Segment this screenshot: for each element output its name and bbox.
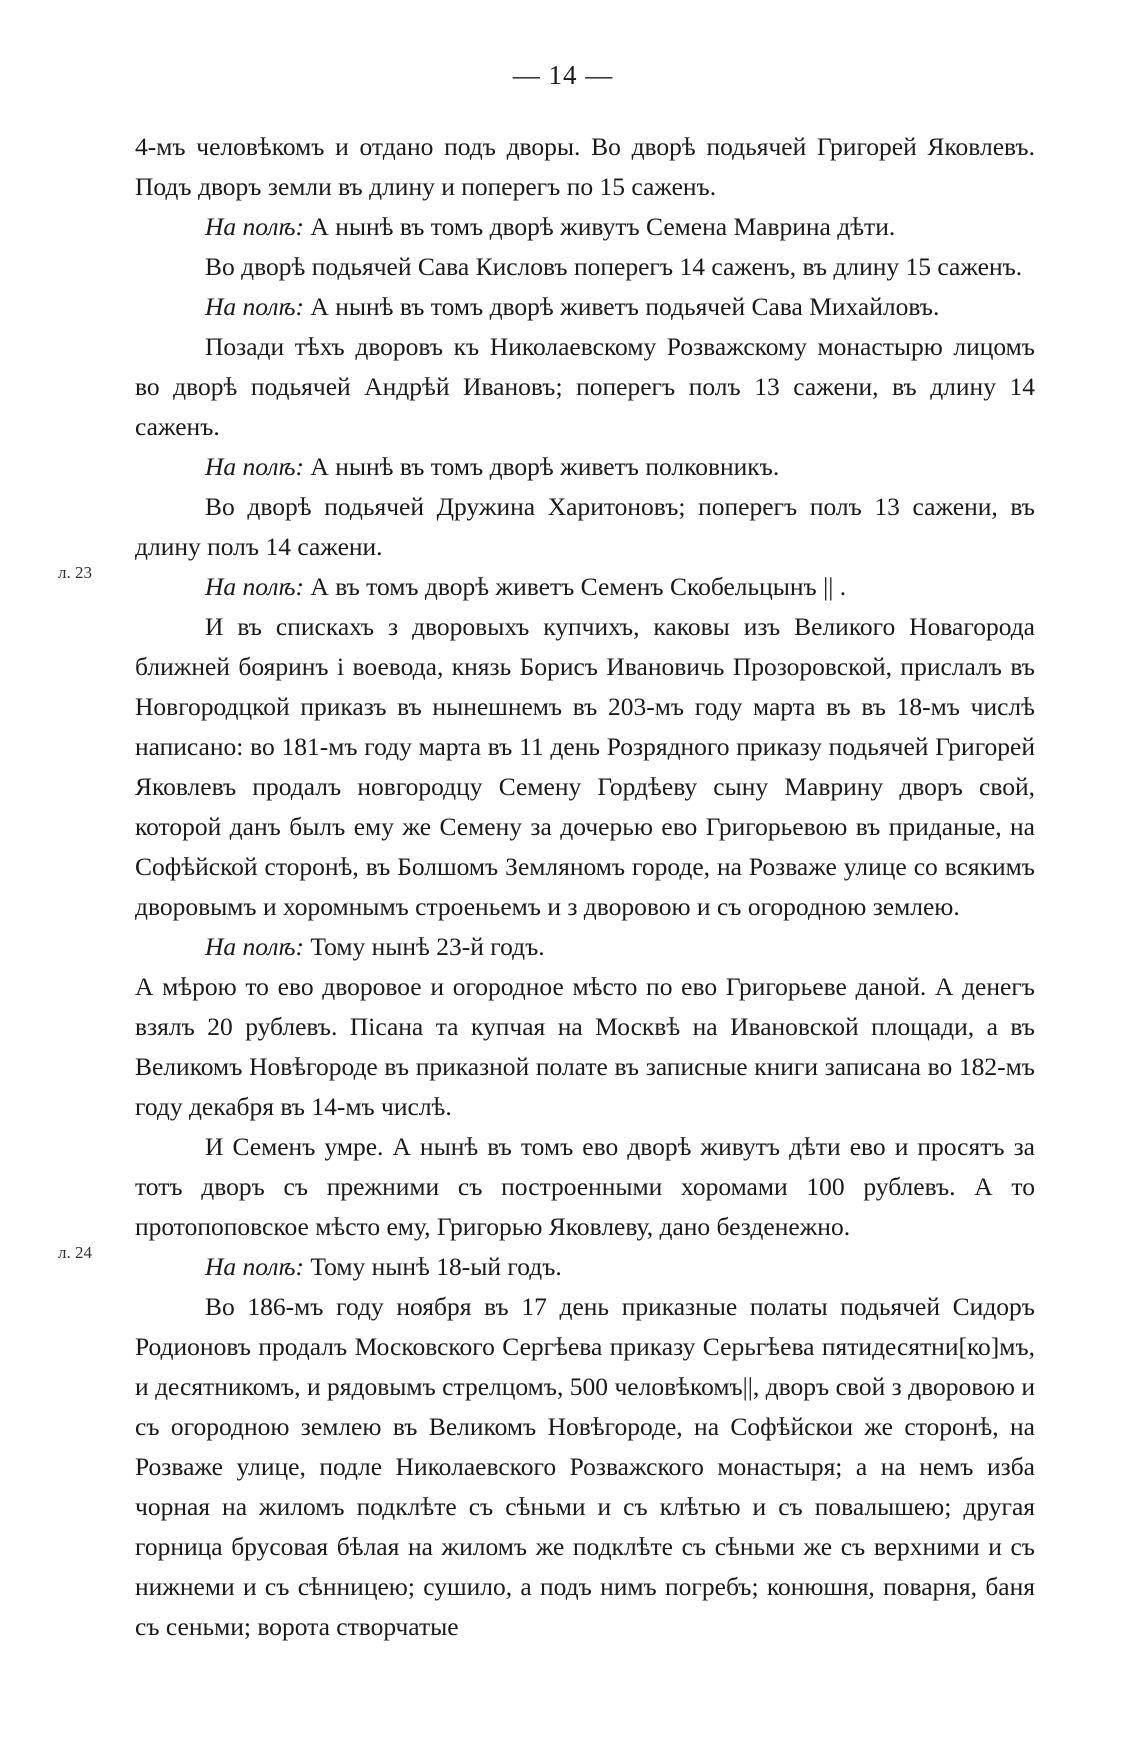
paragraph: А мѣрою то ево дворовое и огородное мѣсто по ево Григорьеве даной. А денегъ взялъ 20 рублевъ. Пісана та купчая на Москвѣ на Ивановской площади, а въ Великомъ Новѣгороде въ приказной полате въ записные книги записана во 182-мъ году декабря въ 14-мъ числѣ. <box>135 972 1035 1121</box>
main-text <box>135 127 1035 1647</box>
margin-note-sheet-23: л. 23 <box>58 563 92 582</box>
note-label: На полѣ: <box>205 452 305 481</box>
paragraph: Позади тѣхъ дворовъ къ Николаевскому Розважскому монастырю лицомъ во дворѣ подьячей Андрѣй Ивановъ; поперегъ полъ 13 сажени, въ длину 14 саженъ. <box>135 332 1035 441</box>
margin-note-paragraph: На полѣ: Тому нынѣ 18-ый годъ. <box>205 1252 562 1281</box>
paragraph: И въ спискахъ з дворовыхъ купчихъ, каковы изъ Великого Новагорода ближней бояринъ і воевода, князь Борисъ Ивановичь Прозоровской, прислалъ въ Новгородцкой приказъ въ нынешнемъ въ 203-мъ году марта въ въ 18-мъ числѣ написано: во 181-мъ году марта въ 11 день Розрядного приказу подьячей Григорей Яковлевъ продалъ новгородцу Семену Гордѣеву сыну Маврину дворъ свой, которой данъ былъ ему же Семену за дочерью ево Григорьевою въ приданые, на Софѣйской сторонѣ, въ Болшомъ Земляномъ городе, на Розваже улице со всякимъ дворовымъ и хоромнымъ строеньемъ и з дворовою и съ огородною землею. <box>135 612 1035 921</box>
paragraph: Во 186-мъ году ноября въ 17 день приказные полаты подьячей Сидоръ Родионовъ продалъ Московского Сергѣева приказу Серьгѣева пятидесятни[ко]мъ, и десятникомъ, и рядовымъ стрелцомъ, 500 человѣкомъ||, дворъ свой з дворовою и съ огородною землею въ Великомъ Новѣгороде, на Софѣйскои же сторонѣ, на Розваже улице, подле Николаевского Розважского монастыря; а на немъ изба чорная на жиломъ подклѣте съ сѣньми и съ клѣтью и съ повалышею; другая горница брусовая бѣлая на жиломъ же подклѣте съ сѣньми же съ верхними и съ нижнеми и съ сѣнницею; сушило, а подъ нимъ погребъ; конюшня, поварня, баня съ сеньми; ворота створчатые <box>135 1292 1035 1641</box>
note-label: На полѣ: <box>205 932 305 961</box>
margin-note-paragraph: На полѣ: Тому нынѣ 23-й годъ. <box>205 932 545 961</box>
note-label: На полѣ: <box>205 212 305 241</box>
note-label: На полѣ: <box>205 1252 305 1281</box>
paragraph: 4-мъ человѣкомъ и отдано подъ дворы. Во дворѣ подьячей Григорей Яковлевъ. Подъ дворъ земли въ длину и поперегъ по 15 саженъ. <box>135 132 1035 201</box>
margin-note-paragraph: На полѣ: А нынѣ въ томъ дворѣ живетъ подьячей Сава Михайловъ. <box>205 292 940 321</box>
note-label: На полѣ: <box>205 292 305 321</box>
margin-note-paragraph: На полѣ: А въ томъ дворѣ живетъ Семенъ Скобельцынъ || . <box>205 572 847 601</box>
margin-note-paragraph: На полѣ: А нынѣ въ томъ дворѣ живетъ полковникъ. <box>205 452 780 481</box>
paragraph: И Семенъ умре. А нынѣ въ томъ ево дворѣ живутъ дѣти ево и просятъ за тотъ дворъ съ прежними съ построенными хоромами 100 рублевъ. А то протопоповское мѣсто ему, Григорью Яковлеву, дано безденежно. <box>135 1132 1035 1241</box>
page-number: — 14 — <box>512 60 614 90</box>
margin-note-sheet-24: л. 24 <box>58 1243 92 1262</box>
margin-note-paragraph: На полѣ: А нынѣ въ томъ дворѣ живутъ Семена Маврина дѣти. <box>205 212 896 241</box>
note-label: На полѣ: <box>205 572 305 601</box>
paragraph: Во дворѣ подьячей Дружина Харитоновъ; поперегъ полъ 13 сажени, въ длину полъ 14 сажени. <box>135 492 1035 561</box>
paragraph: Во дворѣ подьячей Сава Кисловъ поперегъ 14 саженъ, въ длину 15 саженъ. <box>205 252 1023 281</box>
